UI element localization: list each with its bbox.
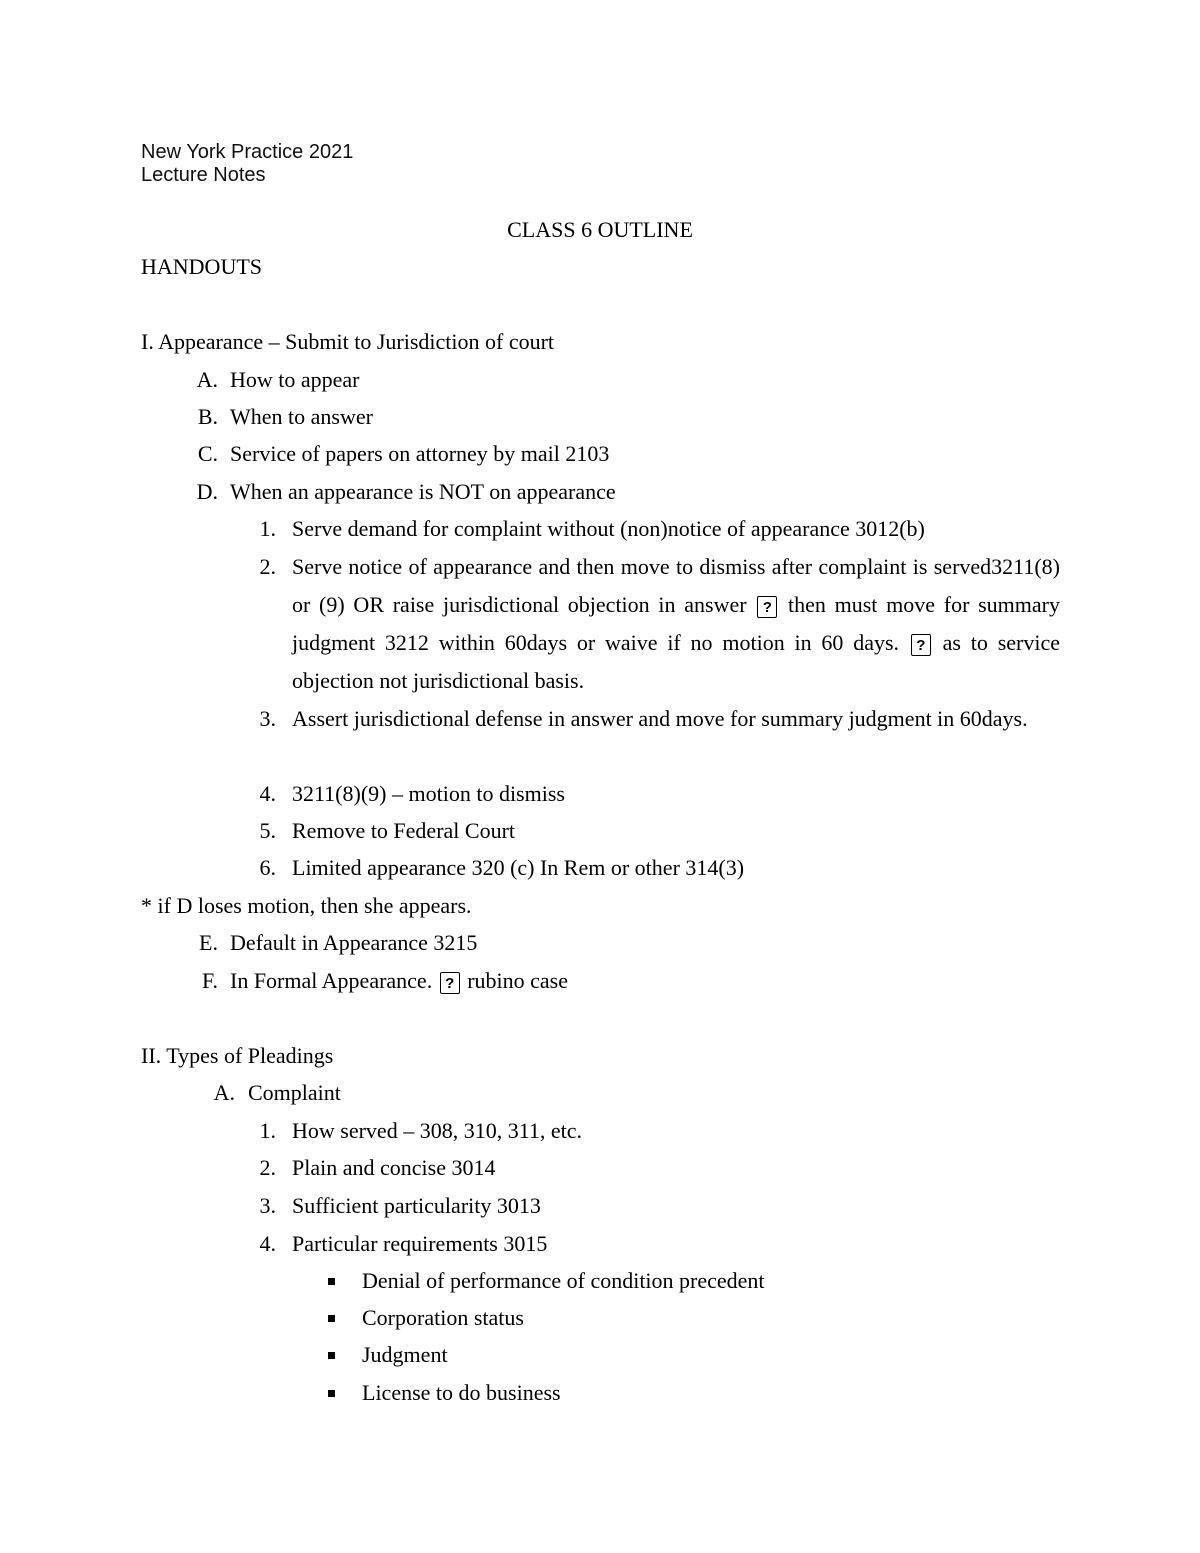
square-bullet-icon — [328, 1390, 335, 1397]
list-marker: 2. — [259, 554, 276, 579]
bullet-item: License to do business — [362, 1380, 561, 1405]
list-marker: F. — [202, 968, 218, 993]
list-marker: 4. — [259, 1231, 276, 1256]
list-item: Assert jurisdictional defense in answer and move for summary judgment in 60days. — [292, 706, 1028, 731]
list-marker: E. — [199, 930, 218, 955]
list-marker: B. — [197, 404, 218, 429]
paragraph-text: Serve notice of appearance and then move to dismiss after complaint is served3211(8) or (9) OR raise jurisdictional objection in answer — [292, 554, 1060, 617]
list-marker: A. — [213, 1080, 235, 1105]
list-item: Remove to Federal Court — [292, 818, 516, 843]
unknown-symbol-icon: ? — [757, 596, 777, 618]
list-item-paragraph — [292, 548, 1060, 700]
list-item: When an appearance is NOT on appearance — [230, 479, 616, 504]
list-marker: 4. — [259, 781, 276, 806]
list-marker: A. — [196, 367, 218, 392]
section-2-heading: II. Types of Pleadings — [141, 1043, 334, 1068]
list-item: Complaint — [248, 1080, 341, 1105]
list-item: Particular requirements 3015 — [292, 1231, 548, 1256]
list-item: Sufficient particularity 3013 — [292, 1193, 541, 1218]
list-marker: 1. — [259, 1118, 276, 1143]
list-item: How served – 308, 310, 311, etc. — [292, 1118, 583, 1143]
paragraph-text: as to service objection not jurisdictional basis. — [292, 630, 1061, 693]
list-item: When to answer — [230, 404, 373, 429]
unknown-symbol-icon: ? — [911, 634, 931, 656]
course-title: New York Practice 2021 — [141, 141, 354, 163]
square-bullet-icon — [328, 1352, 335, 1359]
list-marker: D. — [196, 479, 218, 504]
note-text: * if D loses motion, then she appears. — [141, 893, 472, 918]
list-marker: 3. — [259, 1193, 276, 1218]
list-marker: 1. — [259, 516, 276, 541]
bullet-item: Denial of performance of condition precedent — [362, 1268, 765, 1293]
list-marker: 2. — [259, 1155, 276, 1180]
square-bullet-icon — [328, 1315, 335, 1322]
list-item: Limited appearance 320 (c) In Rem or other 314(3) — [292, 855, 745, 880]
unknown-symbol-icon: ? — [440, 972, 460, 994]
square-bullet-icon — [328, 1278, 335, 1285]
list-item: Serve demand for complaint without (non)notice of appearance 3012(b) — [292, 516, 925, 541]
list-marker: C. — [197, 441, 218, 466]
list-marker: 3. — [259, 706, 276, 731]
handouts-label: HANDOUTS — [141, 254, 262, 279]
section-1-heading: I. Appearance – Submit to Jurisdiction of court — [141, 329, 555, 354]
list-item: How to appear — [230, 367, 360, 392]
bullet-item: Judgment — [362, 1342, 448, 1367]
list-item-text: In Formal Appearance. — [230, 968, 433, 993]
list-item: Default in Appearance 3215 — [230, 930, 478, 955]
bullet-item: Corporation status — [362, 1305, 524, 1330]
list-item: 3211(8)(9) – motion to dismiss — [292, 781, 565, 806]
list-item: Plain and concise 3014 — [292, 1155, 496, 1180]
list-marker: 6. — [259, 855, 276, 880]
list-item: Service of papers on attorney by mail 2103 — [230, 441, 610, 466]
paragraph-text: then must move for summary judgment 3212 within 60days or waive if no motion in 60 days. — [292, 592, 1060, 655]
course-subtitle: Lecture Notes — [141, 164, 266, 186]
list-item — [230, 968, 568, 994]
list-marker: 5. — [259, 818, 276, 843]
page-title: CLASS 6 OUTLINE — [507, 217, 693, 242]
list-item-text: rubino case — [467, 968, 568, 993]
